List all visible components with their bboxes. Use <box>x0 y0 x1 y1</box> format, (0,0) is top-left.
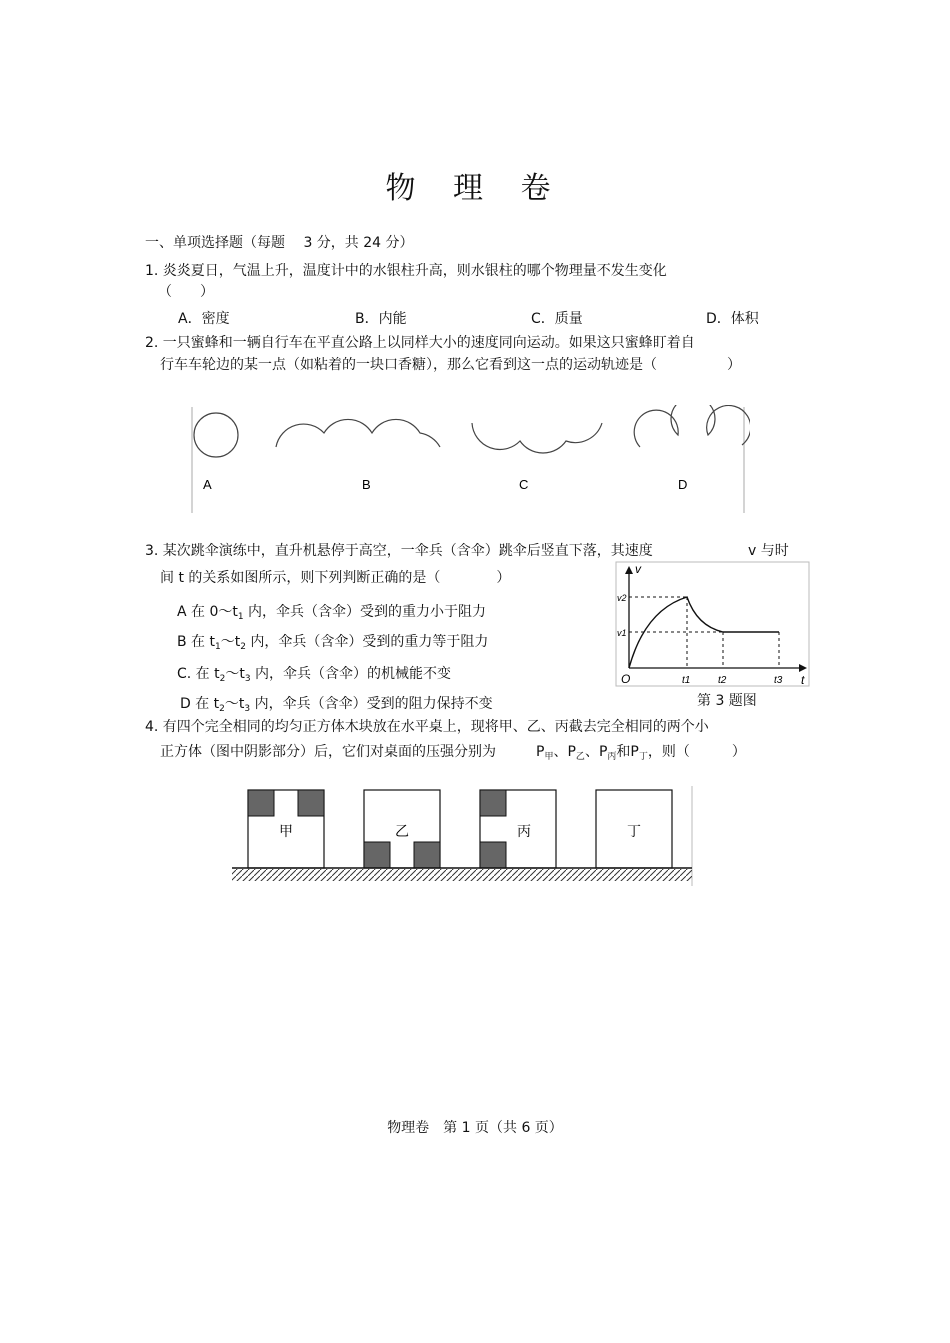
graph-t-axis-label: t <box>801 673 805 687</box>
q4-stem-line1: 4. 有四个完全相同的均匀正方体木块放在水平桌上，现将甲、乙、丙截去完全相同的两个小 <box>145 719 709 735</box>
q3-option-a: A 在 $0\sim t_1$ 内，伞兵（含伞）受到的重力小于阻力 <box>177 604 487 622</box>
q1-option-b: B．内能 <box>355 311 407 327</box>
block-yi-cut-left <box>364 842 390 868</box>
graph-t3-label: t3 <box>774 675 783 686</box>
block-ding-label: 丁 <box>627 823 641 839</box>
page-title: 物 理 卷 <box>385 171 565 206</box>
q2-trajectory-figure <box>188 405 750 517</box>
graph-t2-label: t2 <box>718 675 727 686</box>
q2-label-b: B <box>362 477 371 492</box>
q1-option-c: C．质量 <box>531 311 583 327</box>
block-yi-cut-right <box>414 842 440 868</box>
graph-v-axis-label: v <box>635 562 641 576</box>
q4-blocks-figure <box>230 786 698 888</box>
q3-option-d: D 在 $t_2\sim t_3$ 内，伞兵（含伞）受到的阻力保持不变 <box>180 696 493 714</box>
q3-velocity-time-graph <box>615 560 813 690</box>
q2-stem-line1: 2. 一只蜜蜂和一辆自行车在平直公路上以同样大小的速度同向运动。如果这只蜜蜂盯着自 <box>145 335 695 351</box>
q1-option-a: A．密度 <box>178 311 230 327</box>
q3-stem-line2: 间 t 的关系如图所示，则下列判断正确的是（ ） <box>160 570 511 586</box>
q3-stem-line1: 3. 某次跳伞演练中，直升机悬停于高空，一伞兵（含伞）跳伞后竖直下落，其速度 <box>145 543 653 559</box>
q4-stem-line2: 正方体（图中阴影部分）后，它们对桌面的压强分别为 $P_甲$、$P_乙$、$P_丙$和$P_丁$，则（ ） <box>160 744 746 762</box>
table-hatching <box>232 869 692 881</box>
block-jia-cut-left <box>248 790 274 816</box>
q3-option-b: B 在 $t_1\sim t_2$ 内，伞兵（含伞）受到的重力等于阻力 <box>177 634 489 652</box>
graph-origin-label: O <box>621 672 631 686</box>
block-yi-label: 乙 <box>395 823 409 839</box>
block-jia-cut-right <box>298 790 324 816</box>
q3-option-c: C. 在 $t_2\sim t_3$ 内，伞兵（含伞）的机械能不变 <box>177 666 452 684</box>
q2-stem-line2: 行车车轮边的某一点（如粘着的一块口香糖），那么它看到这一点的运动轨迹是（ ） <box>160 357 741 373</box>
graph-v1-label: v1 <box>617 628 627 638</box>
q1-option-d: D．体积 <box>706 311 759 327</box>
section-heading: 一、单项选择题（每题 3 分，共 24 分） <box>145 235 414 251</box>
q1-answer-paren: （ ） <box>158 284 214 300</box>
q2-label-a: A <box>203 477 212 492</box>
q3-stem-line1-tail: v 与时 <box>748 543 789 559</box>
q2-label-c: C <box>519 477 529 492</box>
graph-v2-label: v2 <box>617 593 627 603</box>
q2-label-d: D <box>678 477 688 492</box>
page-footer: 物理卷 第 1 页（共 6 页） <box>387 1120 563 1136</box>
q3-figure-caption: 第 3 题图 <box>697 693 757 709</box>
graph-t1-label: t1 <box>682 675 691 686</box>
block-bing-cut-top <box>480 790 506 816</box>
q1-stem: 1. 炎炎夏日，气温上升，温度计中的水银柱升高，则水银柱的哪个物理量不发生变化 <box>145 263 667 279</box>
block-bing-cut-bottom <box>480 842 506 868</box>
block-bing-label: 丙 <box>517 823 531 839</box>
block-jia-label: 甲 <box>279 823 293 839</box>
